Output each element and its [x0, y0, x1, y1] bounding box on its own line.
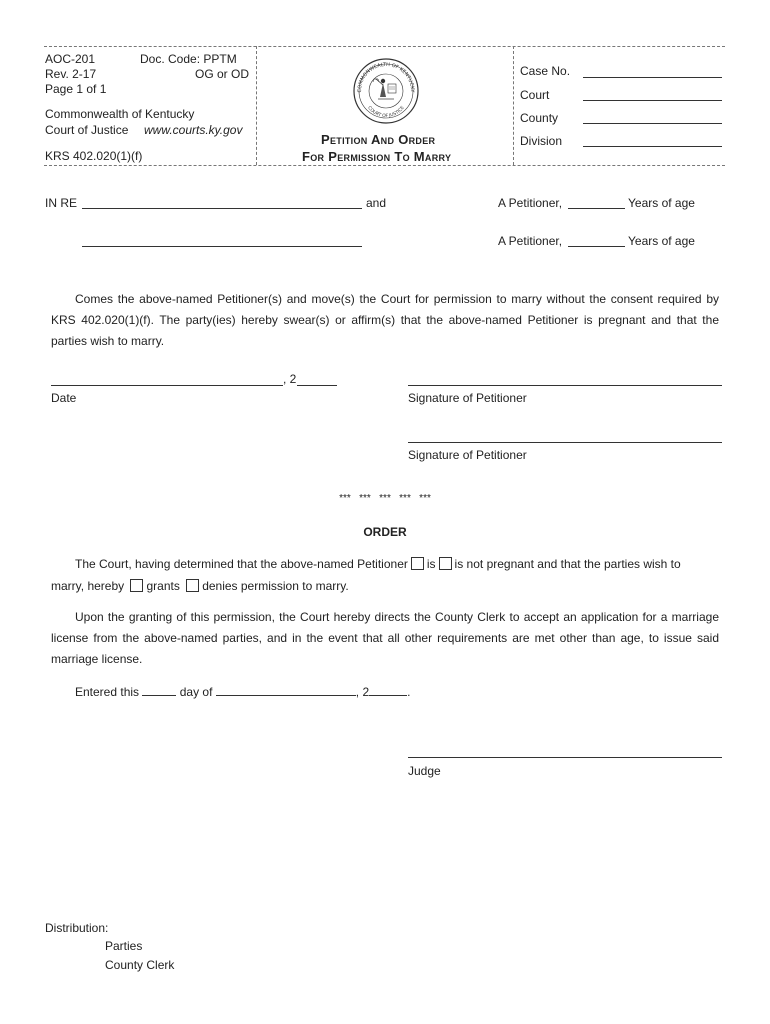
og-od: OG or OD [195, 67, 250, 81]
date-year-field[interactable] [297, 385, 337, 386]
signature1-label: Signature of Petitioner [408, 391, 527, 405]
order-line2: marry, hereby grants denies permission to marry. [51, 579, 349, 593]
petitioner1-years-label: Years of age [628, 196, 695, 210]
petitioner2-label: A Petitioner, [498, 234, 563, 248]
entered-line: Entered this day of , 2 . [75, 685, 411, 699]
commonwealth-label: Commonwealth of Kentucky [45, 107, 195, 121]
county-label: County [520, 111, 559, 125]
date-field[interactable] [51, 385, 283, 386]
header-divider-left [256, 46, 257, 165]
seal-bottom-text: COURT OF JUSTICE [366, 105, 406, 120]
division-field[interactable] [583, 146, 722, 147]
entered-month-field[interactable] [216, 683, 356, 696]
order-paragraph: Upon the granting of this permission, the Court hereby directs the County Clerk to accept an application for a marriage license from the above-named parties, and in the event that all other requirements are met other than age, to issue said marriage license. [51, 610, 719, 666]
petitioner1-label: A Petitioner, [498, 196, 563, 210]
seal-top-text: COMMONWEALTH OF KENTUCKY [356, 61, 416, 93]
court-of-justice-label: Court of Justice [45, 123, 129, 137]
judge-label: Judge [408, 764, 441, 778]
court-field[interactable] [583, 100, 722, 101]
website-link[interactable]: www.courts.ky.gov [144, 123, 243, 137]
case-no-field[interactable] [583, 77, 722, 78]
signature2-field[interactable] [408, 442, 722, 443]
petition-paragraph: Comes the above-named Petitioner(s) and move(s) the Court for permission to marry without the consent required by KRS 402.020(1)(f). The party(ies) hereby swear(s) or affirm(s) that the above-named Petitioner is pregnant and that the parties wish to marry. [51, 292, 719, 348]
signature1-field[interactable] [408, 385, 722, 386]
grants-checkbox[interactable] [130, 579, 143, 592]
order-line1: The Court, having determined that the above-named Petitioner is is not pregnant and that the parties wish to [75, 557, 681, 571]
is-not-checkbox[interactable] [439, 557, 452, 570]
case-no-label: Case No. [520, 64, 571, 78]
is-checkbox[interactable] [411, 557, 424, 570]
distribution-label: Distribution: [45, 921, 109, 935]
form-title-line1: Petition And Order [321, 132, 436, 147]
petitioner1-name-field[interactable] [82, 208, 362, 209]
page-number: Page 1 of 1 [45, 82, 107, 96]
statute-reference: KRS 402.020(1)(f) [45, 149, 143, 163]
judge-signature-field[interactable] [408, 757, 722, 758]
entered-year-field[interactable] [369, 683, 407, 696]
distribution-item: County Clerk [105, 958, 175, 972]
signature2-label: Signature of Petitioner [408, 448, 527, 462]
and-label: and [366, 196, 387, 210]
distribution-item: Parties [105, 939, 143, 953]
in-re-label: IN RE [45, 196, 78, 210]
denies-checkbox[interactable] [186, 579, 199, 592]
court-label: Court [520, 88, 550, 102]
entered-day-field[interactable] [142, 683, 176, 696]
doc-code: Doc. Code: PPTM [140, 52, 237, 66]
petitioner2-years-label: Years of age [628, 234, 695, 248]
petitioner2-name-field[interactable] [82, 246, 362, 247]
header-divider-right [513, 46, 514, 165]
form-title-line2: For Permission To Marry [302, 149, 452, 164]
county-field[interactable] [583, 123, 722, 124]
petitioner1-age-field[interactable] [568, 208, 625, 209]
revision: Rev. 2-17 [45, 67, 97, 81]
section-separator: *** *** *** *** *** [339, 493, 431, 504]
petitioner2-age-field[interactable] [568, 246, 625, 247]
form-id: AOC-201 [45, 52, 96, 66]
date-year-prefix: , 2 [283, 372, 297, 386]
header-top-border [44, 46, 725, 47]
kentucky-seal [352, 57, 420, 125]
date-label: Date [51, 391, 77, 405]
division-label: Division [520, 134, 563, 148]
order-heading: ORDER [363, 525, 407, 539]
header-bottom-border [44, 165, 725, 166]
